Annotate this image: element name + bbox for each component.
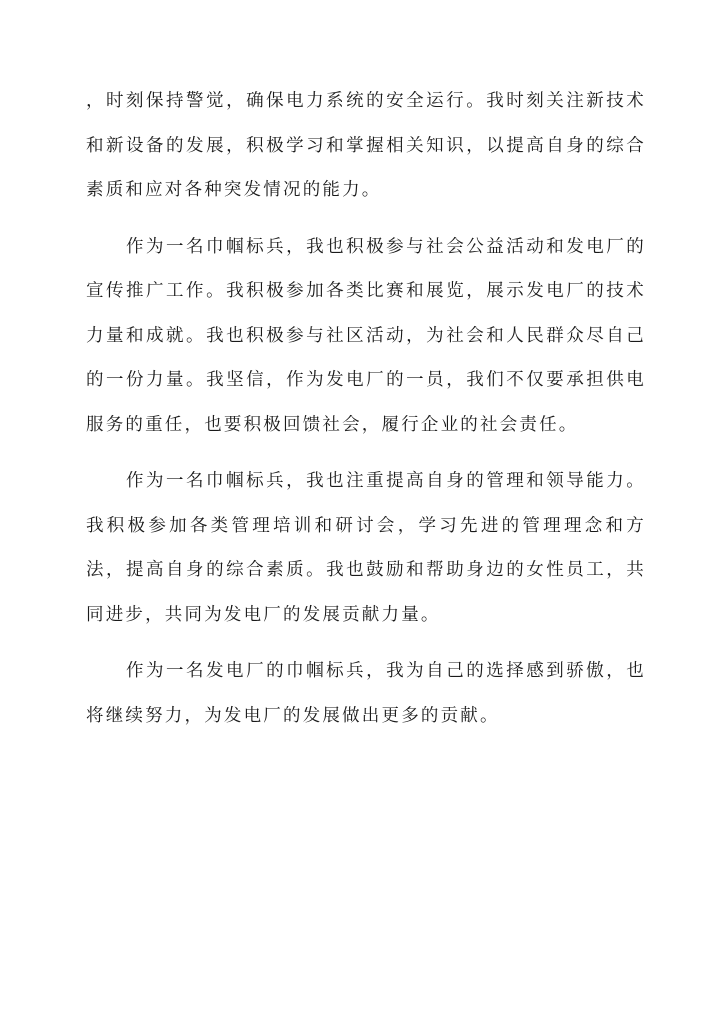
paragraph-conclusion: 作为一名发电厂的巾帼标兵，我为自己的选择感到骄傲，也将继续努力，为发电厂的发展做出更多的贡献。: [86, 661, 646, 726]
paragraph-continued: ，时刻保持警觉，确保电力系统的安全运行。我时刻关注新技术和新设备的发展，积极学习和掌握相关知识，以提高自身的综合素质和应对各种突发情况的能力。: [86, 91, 646, 200]
paragraph-management: 作为一名巾帼标兵，我也注重提高自身的管理和领导能力。我积极参加各类管理培训和研讨会，学习先进的管理理念和方法，提高自身的综合素质。我也鼓励和帮助身边的女性员工，共同进步，共同为发电厂的发展贡献力量。: [86, 471, 646, 625]
paragraph-public-welfare: 作为一名巾帼标兵，我也积极参与社会公益活动和发电厂的宣传推广工作。我积极参加各类比赛和展览，展示发电厂的技术力量和成就。我也积极参与社区活动，为社会和人民群众尽自己的一份力量。我坚信，作为发电厂的一员，我们不仅要承担供电服务的重任，也要积极回馈社会，履行企业的社会责任。: [86, 236, 646, 435]
document-body: [86, 79, 646, 750]
